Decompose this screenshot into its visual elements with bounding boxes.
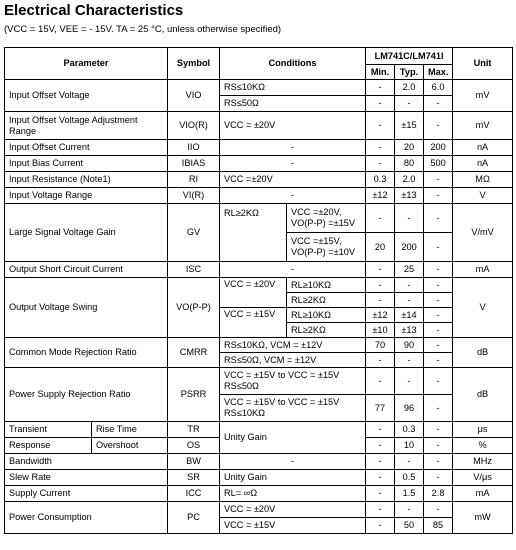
unit-cell: dB (453, 338, 513, 368)
max-cell: - (424, 470, 453, 486)
unit-cell: mA (453, 486, 513, 502)
max-cell: - (424, 323, 453, 338)
unit-cell: V (453, 278, 513, 338)
param-label: Input Offset Voltage Adjustment Range (5, 112, 168, 140)
min-cell: - (366, 262, 395, 278)
max-cell: 6.0 (424, 80, 453, 96)
unit-cell: MΩ (453, 172, 513, 188)
typ-cell: 1.5 (395, 486, 424, 502)
condition-line: RS≤50Ω (224, 381, 259, 391)
condition-cell: RL≥2KΩ (287, 323, 366, 338)
header-min: Min. (366, 65, 395, 80)
table-row (5, 338, 513, 353)
param-label: Transient (5, 422, 92, 438)
min-cell: - (366, 470, 395, 486)
max-cell: - (424, 278, 453, 293)
param-label: Response (5, 438, 92, 454)
param-label: Output Short Circuit Current (5, 262, 168, 278)
max-cell: - (424, 262, 453, 278)
symbol-cell: CMRR (168, 338, 220, 368)
min-cell: 0.3 (366, 172, 395, 188)
condition-cell: VCC = ±15V (220, 518, 366, 534)
max-cell: - (424, 293, 453, 308)
typ-cell: 200 (395, 233, 424, 262)
header-symbol: Symbol (168, 48, 220, 80)
table-row (5, 156, 513, 172)
table-row (5, 470, 513, 486)
max-cell: 85 (424, 518, 453, 534)
table-row (5, 80, 513, 96)
unit-cell: MHz (453, 454, 513, 470)
param-sublabel: Overshoot (92, 438, 168, 454)
condition-line: RS≤10KΩ (224, 408, 266, 418)
typ-cell: - (395, 204, 424, 233)
symbol-cell: PC (168, 502, 220, 534)
typ-cell: 20 (395, 140, 424, 156)
unit-cell: % (453, 438, 513, 454)
table-row (5, 262, 513, 278)
header-conditions: Conditions (220, 48, 366, 80)
param-label: Slew Rate (5, 470, 168, 486)
condition-cell: - (220, 188, 366, 204)
symbol-cell: SR (168, 470, 220, 486)
max-cell: 2.8 (424, 486, 453, 502)
typ-cell: 25 (395, 262, 424, 278)
table-row (5, 278, 513, 293)
electrical-characteristics-table (4, 47, 513, 534)
typ-cell: 0.5 (395, 470, 424, 486)
max-cell: - (424, 112, 453, 140)
typ-cell: - (395, 368, 424, 395)
symbol-cell: RI (168, 172, 220, 188)
min-cell: - (366, 293, 395, 308)
max-cell: - (424, 338, 453, 353)
table-row (5, 368, 513, 395)
unit-cell: mA (453, 262, 513, 278)
condition-cell (220, 368, 366, 395)
param-label: Output Voltage Swing (5, 278, 168, 338)
min-cell: ±12 (366, 308, 395, 323)
param-label: Power Consumption (5, 502, 168, 534)
min-cell: - (366, 368, 395, 395)
min-cell: - (366, 454, 395, 470)
min-cell: - (366, 438, 395, 454)
table-row (5, 422, 513, 438)
header-device: LM741C/LM741I (366, 48, 453, 65)
symbol-cell: OS (168, 438, 220, 454)
header-max: Max. (424, 65, 453, 80)
typ-cell: - (395, 278, 424, 293)
condition-cell: VCC = ±15V (220, 308, 287, 338)
unit-cell: mW (453, 502, 513, 534)
condition-cell: RL≥2KΩ (220, 204, 287, 262)
min-cell: - (366, 502, 395, 518)
typ-cell: - (395, 293, 424, 308)
condition-cell: Unity Gain (220, 422, 366, 454)
param-label: Large Signal Voltage Gain (5, 204, 168, 262)
typ-cell: 50 (395, 518, 424, 534)
unit-cell: V/μs (453, 470, 513, 486)
unit-cell: μs (453, 422, 513, 438)
symbol-cell: VI(R) (168, 188, 220, 204)
symbol-cell: VIO(R) (168, 112, 220, 140)
typ-cell: 0.3 (395, 422, 424, 438)
page-title: Electrical Characteristics (4, 2, 184, 19)
condition-cell: VCC =±20V, VO(P-P) =±15V (287, 204, 366, 233)
min-cell: - (366, 140, 395, 156)
param-label: Input Bias Current (5, 156, 168, 172)
unit-cell: V (453, 188, 513, 204)
min-cell: - (366, 353, 395, 368)
condition-cell: - (220, 454, 366, 470)
min-cell: - (366, 96, 395, 112)
min-cell: 77 (366, 395, 395, 422)
typ-cell: ±13 (395, 188, 424, 204)
param-label: Input Voltage Range (5, 188, 168, 204)
condition-cell: RL≥2KΩ (287, 293, 366, 308)
min-cell: ±12 (366, 188, 395, 204)
table-header-row (5, 48, 513, 65)
unit-cell: nA (453, 156, 513, 172)
condition-cell: RS≤50Ω (220, 96, 366, 112)
typ-cell: 10 (395, 438, 424, 454)
max-cell: - (424, 188, 453, 204)
param-label: Input Resistance (Note1) (5, 172, 168, 188)
symbol-cell: BW (168, 454, 220, 470)
min-cell: - (366, 278, 395, 293)
min-cell: - (366, 486, 395, 502)
condition-cell: VCC = ±20V (220, 112, 366, 140)
min-cell: 70 (366, 338, 395, 353)
typ-cell: ±13 (395, 323, 424, 338)
max-cell: - (424, 204, 453, 233)
min-cell: ±10 (366, 323, 395, 338)
symbol-cell: VO(P-P) (168, 278, 220, 338)
symbol-cell: VIO (168, 80, 220, 112)
table-row (5, 172, 513, 188)
condition-cell: RS≤10KΩ, VCM = ±12V (220, 338, 366, 353)
typ-cell: ±14 (395, 308, 424, 323)
param-label: Input Offset Voltage (5, 80, 168, 112)
max-cell: - (424, 368, 453, 395)
condition-cell: RS≤10KΩ (220, 80, 366, 96)
condition-cell (220, 395, 366, 422)
max-cell: 200 (424, 140, 453, 156)
param-label: Bandwidth (5, 454, 168, 470)
min-cell: - (366, 518, 395, 534)
symbol-cell: IIO (168, 140, 220, 156)
max-cell: 500 (424, 156, 453, 172)
typ-cell: 96 (395, 395, 424, 422)
condition-cell: RS≤50Ω, VCM = ±12V (220, 353, 366, 368)
condition-line: VCC = ±15V to VCC = ±15V (224, 370, 340, 381)
symbol-cell: GV (168, 204, 220, 262)
condition-cell: VCC = ±20V (220, 278, 287, 308)
condition-cell: RL≥10KΩ (287, 278, 366, 293)
table-row (5, 204, 513, 233)
symbol-cell: ISC (168, 262, 220, 278)
min-cell: - (366, 80, 395, 96)
max-cell: - (424, 308, 453, 323)
typ-cell: - (395, 502, 424, 518)
max-cell: - (424, 395, 453, 422)
max-cell: - (424, 438, 453, 454)
min-cell: - (366, 112, 395, 140)
unit-cell: V/mV (453, 204, 513, 262)
typ-cell: 90 (395, 338, 424, 353)
condition-cell: - (220, 262, 366, 278)
condition-cell: Unity Gain (220, 470, 366, 486)
unit-cell: mV (453, 112, 513, 140)
symbol-cell: ICC (168, 486, 220, 502)
condition-line: VCC = ±15V to VCC = ±15V (224, 397, 340, 408)
condition-cell: - (220, 156, 366, 172)
condition-cell: RL= ∞Ω (220, 486, 366, 502)
typ-cell: - (395, 353, 424, 368)
min-cell: - (366, 204, 395, 233)
test-conditions-note: (VCC = 15V, VEE = - 15V. TA = 25 °C, unless otherwise specified) (4, 24, 282, 35)
min-cell: - (366, 156, 395, 172)
condition-cell: RL≥10KΩ (287, 308, 366, 323)
typ-cell: - (395, 96, 424, 112)
param-label: Input Offset Current (5, 140, 168, 156)
table-row (5, 502, 513, 518)
table-row (5, 486, 513, 502)
max-cell: - (424, 353, 453, 368)
max-cell: - (424, 96, 453, 112)
typ-cell: ±15 (395, 112, 424, 140)
table-row (5, 454, 513, 470)
condition-cell: VCC =±15V, VO(P-P) =±10V (287, 233, 366, 262)
min-cell: 20 (366, 233, 395, 262)
header-typ: Typ. (395, 65, 424, 80)
unit-cell: nA (453, 140, 513, 156)
param-label: Power Supply Rejection Ratio (5, 368, 168, 422)
max-cell: - (424, 454, 453, 470)
condition-cell: VCC =±20V (220, 172, 366, 188)
typ-cell: 80 (395, 156, 424, 172)
table-row (5, 188, 513, 204)
max-cell: - (424, 172, 453, 188)
param-label: Supply Current (5, 486, 168, 502)
typ-cell: - (395, 454, 424, 470)
param-label: Common Mode Rejection Ratio (5, 338, 168, 368)
param-sublabel: Rise Time (92, 422, 168, 438)
table-row (5, 140, 513, 156)
header-parameter: Parameter (5, 48, 168, 80)
typ-cell: 2.0 (395, 80, 424, 96)
unit-cell: mV (453, 80, 513, 112)
condition-cell: VCC = ±20V (220, 502, 366, 518)
unit-cell: dB (453, 368, 513, 422)
symbol-cell: PSRR (168, 368, 220, 422)
max-cell: - (424, 233, 453, 262)
header-unit: Unit (453, 48, 513, 80)
condition-cell: - (220, 140, 366, 156)
table-row (5, 112, 513, 140)
symbol-cell: TR (168, 422, 220, 438)
min-cell: - (366, 422, 395, 438)
typ-cell: 2.0 (395, 172, 424, 188)
max-cell: - (424, 502, 453, 518)
max-cell: - (424, 422, 453, 438)
symbol-cell: IBIAS (168, 156, 220, 172)
